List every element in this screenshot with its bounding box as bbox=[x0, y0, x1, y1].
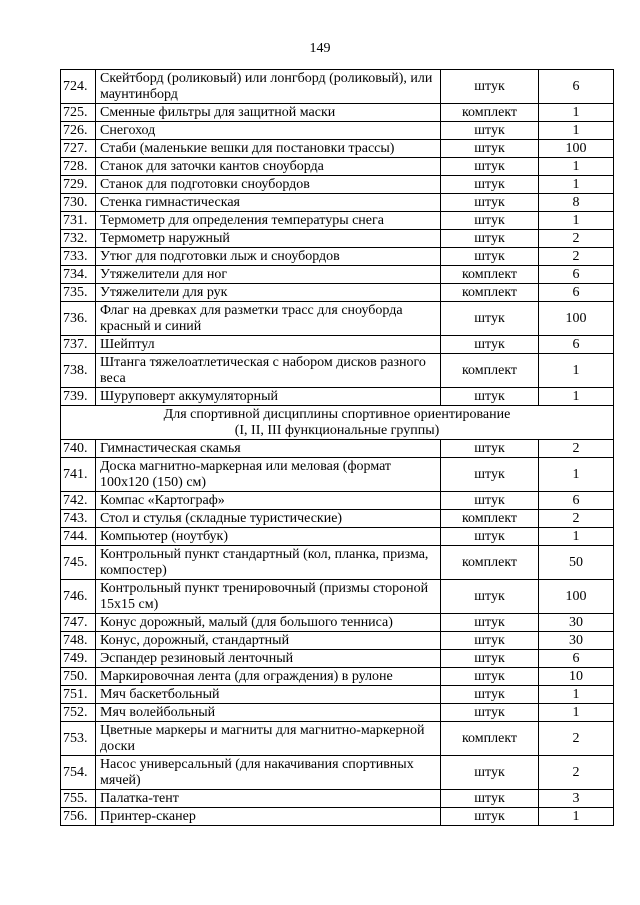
item-unit: штук bbox=[441, 302, 539, 336]
table-row bbox=[61, 336, 614, 354]
table-row bbox=[61, 440, 614, 458]
item-quantity: 3 bbox=[539, 790, 614, 808]
item-name: Флаг на древках для разметки трасс для сноуборда красный и синий bbox=[96, 302, 441, 336]
item-unit: штук bbox=[441, 440, 539, 458]
item-quantity: 6 bbox=[539, 492, 614, 510]
item-unit: штук bbox=[441, 668, 539, 686]
row-number: 736. bbox=[61, 302, 96, 336]
item-name: Компас «Картограф» bbox=[96, 492, 441, 510]
row-number: 727. bbox=[61, 140, 96, 158]
item-unit: комплект bbox=[441, 354, 539, 388]
section-header-row bbox=[61, 406, 614, 440]
item-unit: штук bbox=[441, 140, 539, 158]
table-row bbox=[61, 458, 614, 492]
table-row bbox=[61, 492, 614, 510]
item-unit: комплект bbox=[441, 510, 539, 528]
item-unit: комплект bbox=[441, 266, 539, 284]
item-unit: штук bbox=[441, 194, 539, 212]
section-header bbox=[61, 406, 614, 440]
item-quantity: 1 bbox=[539, 686, 614, 704]
row-number: 734. bbox=[61, 266, 96, 284]
item-quantity: 1 bbox=[539, 458, 614, 492]
item-name: Шейптул bbox=[96, 336, 441, 354]
item-quantity: 1 bbox=[539, 212, 614, 230]
item-quantity: 1 bbox=[539, 704, 614, 722]
table-row bbox=[61, 176, 614, 194]
item-name: Станок для заточки кантов сноуборда bbox=[96, 158, 441, 176]
item-quantity: 1 bbox=[539, 808, 614, 826]
item-unit: штук bbox=[441, 492, 539, 510]
item-name: Термометр для определения температуры снега bbox=[96, 212, 441, 230]
item-name: Стенка гимнастическая bbox=[96, 194, 441, 212]
table-row bbox=[61, 546, 614, 580]
item-unit: комплект bbox=[441, 104, 539, 122]
table-row bbox=[61, 230, 614, 248]
row-number: 733. bbox=[61, 248, 96, 266]
row-number: 739. bbox=[61, 388, 96, 406]
row-number: 729. bbox=[61, 176, 96, 194]
table-row bbox=[61, 354, 614, 388]
item-quantity: 2 bbox=[539, 440, 614, 458]
row-number: 725. bbox=[61, 104, 96, 122]
item-quantity: 1 bbox=[539, 158, 614, 176]
row-number: 748. bbox=[61, 632, 96, 650]
row-number: 753. bbox=[61, 722, 96, 756]
item-unit: штук bbox=[441, 580, 539, 614]
item-unit: штук bbox=[441, 704, 539, 722]
item-unit: штук bbox=[441, 756, 539, 790]
table-row bbox=[61, 722, 614, 756]
item-name: Термометр наружный bbox=[96, 230, 441, 248]
item-quantity: 100 bbox=[539, 580, 614, 614]
item-quantity: 1 bbox=[539, 122, 614, 140]
table-row bbox=[61, 266, 614, 284]
row-number: 745. bbox=[61, 546, 96, 580]
table-row bbox=[61, 686, 614, 704]
table-row bbox=[61, 510, 614, 528]
item-unit: комплект bbox=[441, 284, 539, 302]
item-unit: штук bbox=[441, 248, 539, 266]
row-number: 742. bbox=[61, 492, 96, 510]
item-quantity: 1 bbox=[539, 528, 614, 546]
table-row bbox=[61, 704, 614, 722]
item-quantity: 1 bbox=[539, 388, 614, 406]
row-number: 730. bbox=[61, 194, 96, 212]
table-row bbox=[61, 632, 614, 650]
row-number: 749. bbox=[61, 650, 96, 668]
row-number: 747. bbox=[61, 614, 96, 632]
item-unit: штук bbox=[441, 458, 539, 492]
row-number: 746. bbox=[61, 580, 96, 614]
item-quantity: 2 bbox=[539, 248, 614, 266]
table-body-before bbox=[61, 70, 614, 406]
item-quantity: 2 bbox=[539, 510, 614, 528]
item-unit: штук bbox=[441, 70, 539, 104]
item-name: Снегоход bbox=[96, 122, 441, 140]
item-name: Утюг для подготовки лыж и сноубордов bbox=[96, 248, 441, 266]
item-unit: штук bbox=[441, 632, 539, 650]
table-row bbox=[61, 158, 614, 176]
item-unit: штук bbox=[441, 212, 539, 230]
item-name: Мяч баскетбольный bbox=[96, 686, 441, 704]
item-quantity: 30 bbox=[539, 632, 614, 650]
item-quantity: 100 bbox=[539, 140, 614, 158]
item-quantity: 1 bbox=[539, 354, 614, 388]
table-row bbox=[61, 756, 614, 790]
item-quantity: 1 bbox=[539, 176, 614, 194]
item-name: Стаби (маленькие вешки для постановки трассы) bbox=[96, 140, 441, 158]
item-name: Мяч волейбольный bbox=[96, 704, 441, 722]
table-row bbox=[61, 284, 614, 302]
table-body-after bbox=[61, 440, 614, 826]
item-unit: штук bbox=[441, 176, 539, 194]
item-name: Эспандер резиновый ленточный bbox=[96, 650, 441, 668]
item-name: Скейтборд (роликовый) или лонгборд (роликовый), или маунтинборд bbox=[96, 70, 441, 104]
row-number: 740. bbox=[61, 440, 96, 458]
row-number: 732. bbox=[61, 230, 96, 248]
item-quantity: 6 bbox=[539, 266, 614, 284]
item-name: Палатка-тент bbox=[96, 790, 441, 808]
item-name: Принтер-сканер bbox=[96, 808, 441, 826]
item-unit: штук bbox=[441, 158, 539, 176]
item-name: Компьютер (ноутбук) bbox=[96, 528, 441, 546]
item-name: Контрольный пункт тренировочный (призмы стороной 15x15 см) bbox=[96, 580, 441, 614]
item-name: Цветные маркеры и магниты для магнитно-маркерной доски bbox=[96, 722, 441, 756]
equipment-table bbox=[60, 69, 614, 826]
row-number: 744. bbox=[61, 528, 96, 546]
table-row bbox=[61, 580, 614, 614]
item-name: Сменные фильтры для защитной маски bbox=[96, 104, 441, 122]
table-row bbox=[61, 790, 614, 808]
item-unit: штук bbox=[441, 686, 539, 704]
row-number: 756. bbox=[61, 808, 96, 826]
item-unit: штук bbox=[441, 790, 539, 808]
section-title-line1: Для спортивной дисциплины спортивное ориентирование bbox=[163, 406, 511, 422]
row-number: 731. bbox=[61, 212, 96, 230]
item-quantity: 50 bbox=[539, 546, 614, 580]
item-unit: штук bbox=[441, 808, 539, 826]
table-row bbox=[61, 388, 614, 406]
row-number: 724. bbox=[61, 70, 96, 104]
row-number: 754. bbox=[61, 756, 96, 790]
table-row bbox=[61, 248, 614, 266]
table-row bbox=[61, 104, 614, 122]
item-quantity: 1 bbox=[539, 104, 614, 122]
table-row bbox=[61, 140, 614, 158]
item-quantity: 8 bbox=[539, 194, 614, 212]
item-quantity: 30 bbox=[539, 614, 614, 632]
table-row bbox=[61, 212, 614, 230]
row-number: 755. bbox=[61, 790, 96, 808]
item-unit: штук bbox=[441, 614, 539, 632]
item-name: Шуруповерт аккумуляторный bbox=[96, 388, 441, 406]
item-unit: штук bbox=[441, 388, 539, 406]
item-unit: комплект bbox=[441, 722, 539, 756]
item-quantity: 2 bbox=[539, 722, 614, 756]
table-row bbox=[61, 668, 614, 686]
section-title-line2: (I, II, III функциональные группы) bbox=[234, 422, 440, 438]
item-quantity: 6 bbox=[539, 650, 614, 668]
item-name: Доска магнитно-маркерная или меловая (формат 100x120 (150) см) bbox=[96, 458, 441, 492]
row-number: 750. bbox=[61, 668, 96, 686]
item-quantity: 2 bbox=[539, 230, 614, 248]
item-name: Утяжелители для рук bbox=[96, 284, 441, 302]
item-name: Контрольный пункт стандартный (кол, планка, призма, компостер) bbox=[96, 546, 441, 580]
item-quantity: 2 bbox=[539, 756, 614, 790]
item-unit: штук bbox=[441, 230, 539, 248]
section-body bbox=[61, 406, 614, 440]
item-unit: штук bbox=[441, 336, 539, 354]
item-unit: штук bbox=[441, 122, 539, 140]
item-name: Конус, дорожный, стандартный bbox=[96, 632, 441, 650]
row-number: 752. bbox=[61, 704, 96, 722]
item-name: Станок для подготовки сноубордов bbox=[96, 176, 441, 194]
item-quantity: 6 bbox=[539, 70, 614, 104]
item-name: Насос универсальный (для накачивания спортивных мячей) bbox=[96, 756, 441, 790]
item-quantity: 10 bbox=[539, 668, 614, 686]
item-name: Гимнастическая скамья bbox=[96, 440, 441, 458]
row-number: 751. bbox=[61, 686, 96, 704]
item-name: Маркировочная лента (для ограждения) в рулоне bbox=[96, 668, 441, 686]
table-row bbox=[61, 194, 614, 212]
row-number: 741. bbox=[61, 458, 96, 492]
item-unit: штук bbox=[441, 650, 539, 668]
item-quantity: 6 bbox=[539, 284, 614, 302]
row-number: 738. bbox=[61, 354, 96, 388]
row-number: 743. bbox=[61, 510, 96, 528]
row-number: 737. bbox=[61, 336, 96, 354]
row-number: 728. bbox=[61, 158, 96, 176]
item-unit: комплект bbox=[441, 546, 539, 580]
item-name: Конус дорожный, малый (для большого тенниса) bbox=[96, 614, 441, 632]
item-quantity: 100 bbox=[539, 302, 614, 336]
table-row bbox=[61, 122, 614, 140]
item-name: Штанга тяжелоатлетическая с набором дисков разного веса bbox=[96, 354, 441, 388]
table-row bbox=[61, 70, 614, 104]
page-number: 149 bbox=[309, 41, 331, 56]
item-name: Стол и стулья (складные туристические) bbox=[96, 510, 441, 528]
item-name: Утяжелители для ног bbox=[96, 266, 441, 284]
table-row bbox=[61, 808, 614, 826]
item-unit: штук bbox=[441, 528, 539, 546]
table-row bbox=[61, 614, 614, 632]
table-row bbox=[61, 528, 614, 546]
table-row bbox=[61, 302, 614, 336]
table-row bbox=[61, 650, 614, 668]
item-quantity: 6 bbox=[539, 336, 614, 354]
row-number: 726. bbox=[61, 122, 96, 140]
row-number: 735. bbox=[61, 284, 96, 302]
